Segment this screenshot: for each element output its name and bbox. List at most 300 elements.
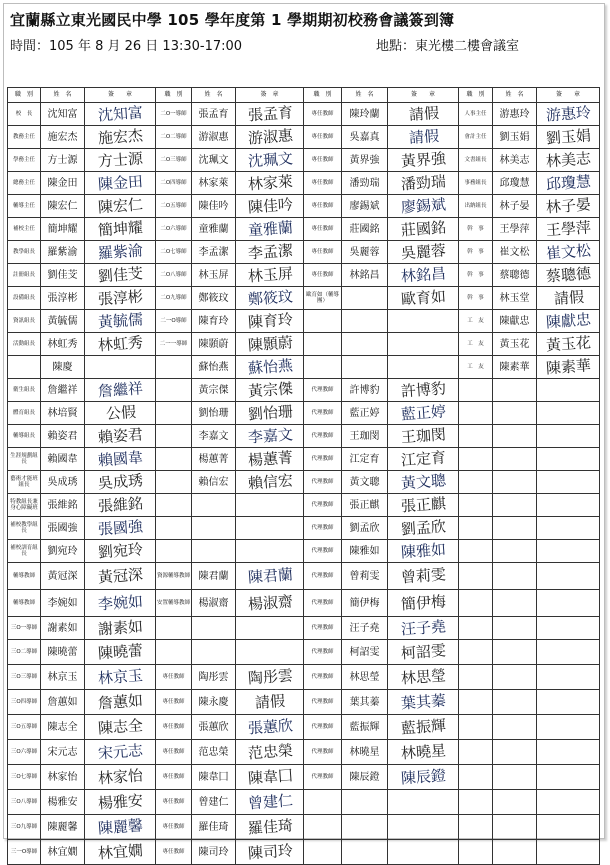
signature-cell	[85, 640, 156, 665]
signature-text: 林宜嫺	[96, 842, 144, 862]
position-cell	[8, 494, 41, 517]
position-text: 二O五導師	[160, 203, 186, 209]
signature-text: 陳曉蕾	[96, 642, 144, 662]
name-cell	[41, 218, 85, 241]
name-cell	[41, 425, 85, 448]
position-cell	[459, 590, 493, 617]
signature-cell	[85, 310, 156, 333]
position-cell	[8, 665, 41, 690]
position-text: 設備組長	[13, 295, 35, 301]
position-cell	[459, 356, 493, 379]
signature-text: 林銘昌	[399, 265, 447, 285]
signature-text: 請假	[406, 105, 439, 124]
position-text: 二O二導師	[160, 134, 186, 140]
position-cell	[304, 448, 342, 471]
name-cell	[192, 241, 236, 264]
position-cell	[8, 287, 41, 310]
signature-cell	[236, 103, 304, 126]
position-cell	[304, 103, 342, 126]
name-cell	[493, 149, 537, 172]
name-cell	[493, 790, 537, 815]
signature-text: 宋元志	[96, 742, 144, 762]
header-cell: 簽 章	[388, 88, 459, 103]
header-cell: 簽 章	[85, 88, 156, 103]
name-cell	[342, 448, 388, 471]
name-text: 張孟育	[199, 109, 229, 120]
position-cell	[459, 172, 493, 195]
position-text: 專任教師	[311, 272, 333, 278]
position-text: 三O五導師	[11, 724, 37, 730]
signature-cell	[85, 264, 156, 287]
position-cell	[459, 815, 493, 840]
name-text: 黃界強	[350, 155, 380, 166]
name-cell	[342, 195, 388, 218]
table-row	[8, 665, 600, 690]
position-text: 二一O導師	[160, 318, 186, 324]
signature-cell	[236, 640, 304, 665]
position-cell	[8, 590, 41, 617]
signature-text: 陳司玲	[245, 842, 293, 862]
position-text: 衛生組長	[13, 387, 35, 393]
signature-text: 林家怡	[96, 767, 144, 787]
name-cell	[342, 590, 388, 617]
signature-cell	[85, 126, 156, 149]
position-cell	[459, 149, 493, 172]
signature-cell	[537, 715, 600, 740]
signature-cell	[236, 264, 304, 287]
position-cell	[304, 640, 342, 665]
position-cell	[8, 815, 41, 840]
signature-cell	[236, 590, 304, 617]
name-cell	[41, 540, 85, 563]
position-cell	[156, 517, 192, 540]
position-cell	[156, 715, 192, 740]
signature-cell	[236, 356, 304, 379]
header-cell: 職 別	[304, 88, 342, 103]
name-cell	[493, 471, 537, 494]
signature-cell	[537, 126, 600, 149]
name-text: 廖錫斌	[350, 201, 380, 212]
position-text: 三O八導師	[11, 799, 37, 805]
name-cell	[493, 126, 537, 149]
name-cell	[493, 815, 537, 840]
name-text: 黃文聰	[350, 477, 380, 488]
position-text: 代理教師	[311, 433, 333, 439]
signature-cell	[236, 740, 304, 765]
attendance-table	[7, 87, 600, 865]
table-row	[8, 172, 600, 195]
signature-cell	[537, 264, 600, 287]
signature-text: 劉怡珊	[245, 403, 293, 423]
table-row	[8, 563, 600, 590]
signature-text: 李婉如	[96, 593, 144, 613]
signature-cell	[537, 195, 600, 218]
name-cell	[192, 310, 236, 333]
position-text: 輔導組長	[13, 433, 35, 439]
signature-text: 林家萊	[245, 173, 293, 193]
name-text: 宋元志	[48, 747, 78, 758]
name-text: 陳志全	[48, 722, 78, 733]
position-text: 人事主任	[464, 111, 486, 117]
name-text: 邱瓊慧	[500, 178, 530, 189]
name-text: 黃冠深	[48, 571, 78, 582]
table-row	[8, 126, 600, 149]
name-cell	[41, 126, 85, 149]
name-text: 林子晏	[500, 201, 530, 212]
name-text: 林京玉	[48, 672, 78, 683]
signature-cell	[388, 517, 459, 540]
signature-text: 范忠榮	[245, 742, 293, 762]
name-cell	[41, 563, 85, 590]
name-cell	[493, 765, 537, 790]
signature-cell	[537, 740, 600, 765]
signature-cell	[388, 715, 459, 740]
name-text: 張國強	[48, 523, 78, 534]
position-text: 代理教師	[311, 573, 333, 579]
position-cell	[459, 640, 493, 665]
position-cell	[8, 356, 41, 379]
name-text: 賴姿君	[48, 431, 78, 442]
position-text: 代理教師	[311, 502, 333, 508]
signature-text: 王學萍	[544, 219, 592, 239]
position-text: 代理教師	[311, 456, 333, 462]
name-text: 劉佳芠	[48, 270, 78, 281]
signature-text: 詹蕙如	[96, 692, 144, 712]
signature-cell	[537, 590, 600, 617]
name-text: 江定育	[350, 454, 380, 465]
name-text: 陳素華	[500, 362, 530, 373]
position-text: 代理教師	[311, 625, 333, 631]
name-cell	[192, 218, 236, 241]
signature-text: 楊淑齋	[245, 593, 293, 613]
position-cell	[156, 333, 192, 356]
signature-cell	[537, 103, 600, 126]
signature-cell	[388, 690, 459, 715]
name-text: 陳宏仁	[48, 201, 78, 212]
signature-cell	[537, 494, 600, 517]
signature-cell	[388, 356, 459, 379]
signature-cell	[236, 287, 304, 310]
name-text: 羅佳琦	[199, 822, 229, 833]
position-cell	[156, 665, 192, 690]
name-cell	[342, 765, 388, 790]
name-cell	[192, 425, 236, 448]
table-row	[8, 640, 600, 665]
position-cell	[304, 241, 342, 264]
position-text: 出納組長	[464, 203, 486, 209]
signature-cell	[85, 471, 156, 494]
name-text: 陳育玲	[199, 316, 229, 327]
name-cell	[342, 333, 388, 356]
position-text: 代理教師	[311, 749, 333, 755]
position-cell	[8, 471, 41, 494]
name-text: 林培賢	[48, 408, 78, 419]
position-cell	[156, 103, 192, 126]
signature-text: 簡伊梅	[399, 593, 447, 613]
name-cell	[192, 665, 236, 690]
signature-cell	[85, 815, 156, 840]
position-text: 二O九導師	[160, 295, 186, 301]
name-text: 林玉屏	[199, 270, 229, 281]
table-row	[8, 356, 600, 379]
signature-text: 張蕙欣	[245, 717, 293, 737]
signature-text: 邱瓊慧	[544, 173, 592, 193]
name-cell	[192, 840, 236, 865]
signature-text: 沈知富	[96, 104, 144, 124]
position-text: 特教組長兼身心障礙班	[10, 499, 38, 511]
name-cell	[493, 425, 537, 448]
signature-text: 李嘉文	[245, 426, 293, 446]
position-text: 專任教師	[162, 799, 184, 805]
position-text: 三O三導師	[11, 674, 37, 680]
position-text: 三O九導師	[11, 824, 37, 830]
signature-cell	[537, 640, 600, 665]
name-text: 吳嘉真	[350, 132, 380, 143]
signature-cell	[236, 815, 304, 840]
signature-cell	[236, 402, 304, 425]
name-text: 藍振輝	[350, 722, 380, 733]
position-text: 代理教師	[311, 479, 333, 485]
signature-text: 陳麗馨	[96, 817, 144, 837]
name-cell	[192, 790, 236, 815]
position-text: 專任教師	[162, 749, 184, 755]
table-row	[8, 590, 600, 617]
signature-cell	[236, 471, 304, 494]
name-cell	[342, 494, 388, 517]
position-text: 代理教師	[311, 724, 333, 730]
table-row	[8, 790, 600, 815]
position-cell	[156, 740, 192, 765]
name-text: 劉玉娟	[500, 132, 530, 143]
position-text: 專任教師	[162, 674, 184, 680]
name-text: 陳玲蘭	[350, 109, 380, 120]
table-row	[8, 402, 600, 425]
position-cell	[304, 172, 342, 195]
signature-cell	[537, 149, 600, 172]
signature-text: 陳顥蔚	[245, 334, 293, 354]
name-cell	[342, 356, 388, 379]
position-text: 幹 事	[467, 249, 484, 255]
name-text: 陳永慶	[199, 697, 229, 708]
position-text: 生涯規劃組長	[10, 453, 38, 465]
name-cell	[493, 563, 537, 590]
position-cell	[304, 126, 342, 149]
signature-cell	[537, 665, 600, 690]
name-cell	[192, 149, 236, 172]
table-row	[8, 840, 600, 865]
name-cell	[41, 287, 85, 310]
signature-text: 吳成琇	[96, 472, 144, 492]
name-text: 楊淑齋	[199, 598, 229, 609]
meeting-place: 地點：東光樓二樓會議室	[376, 35, 519, 54]
name-cell	[342, 402, 388, 425]
position-cell	[304, 765, 342, 790]
name-cell	[342, 379, 388, 402]
name-cell	[41, 310, 85, 333]
position-text: 代理教師	[311, 699, 333, 705]
signature-text: 羅佳琦	[245, 817, 293, 837]
signature-cell	[388, 617, 459, 640]
signature-cell	[537, 765, 600, 790]
signature-cell	[85, 765, 156, 790]
name-cell	[342, 149, 388, 172]
position-cell	[304, 617, 342, 640]
signature-cell	[236, 840, 304, 865]
position-text: 代理教師	[311, 410, 333, 416]
name-text: 王學萍	[500, 224, 530, 235]
signature-cell	[85, 241, 156, 264]
position-cell	[8, 402, 41, 425]
signature-cell	[236, 690, 304, 715]
signature-text: 藍正婷	[399, 403, 447, 423]
name-text: 沈珮文	[199, 155, 229, 166]
position-text: 三O七導師	[11, 774, 37, 780]
signature-cell	[236, 310, 304, 333]
position-cell	[8, 790, 41, 815]
position-cell	[8, 563, 41, 590]
table-row	[8, 264, 600, 287]
name-text: 陳韋囗	[199, 772, 229, 783]
position-text: 三O六導師	[11, 749, 37, 755]
name-cell	[493, 356, 537, 379]
name-cell	[342, 241, 388, 264]
signature-text: 劉佳芠	[96, 265, 144, 285]
name-cell	[342, 425, 388, 448]
signature-text: 蘇怡燕	[245, 357, 293, 377]
signature-text: 羅紫渝	[96, 242, 144, 262]
position-text: 補校訓育組長	[10, 545, 38, 557]
name-text: 楊雅安	[48, 797, 78, 808]
position-text: 專任教師	[162, 824, 184, 830]
name-cell	[41, 241, 85, 264]
signature-cell	[236, 540, 304, 563]
header-cell: 職 別	[459, 88, 493, 103]
signature-text: 游惠玲	[544, 104, 592, 124]
position-cell	[459, 617, 493, 640]
name-text: 游惠玲	[500, 109, 530, 120]
name-cell	[192, 715, 236, 740]
name-text: 林玉堂	[500, 293, 530, 304]
table-row	[8, 815, 600, 840]
name-cell	[493, 740, 537, 765]
position-text: 幹 事	[467, 272, 484, 278]
name-cell	[342, 715, 388, 740]
signature-cell	[388, 840, 459, 865]
name-cell	[41, 471, 85, 494]
position-cell	[8, 540, 41, 563]
name-text: 范忠榮	[199, 747, 229, 758]
name-text: 李嘉文	[199, 431, 229, 442]
name-cell	[41, 379, 85, 402]
name-cell	[342, 840, 388, 865]
position-cell	[156, 765, 192, 790]
signature-text: 賴姿君	[96, 426, 144, 446]
name-text: 劉孟欣	[350, 523, 380, 534]
signature-cell	[85, 665, 156, 690]
position-text: 工 友	[467, 318, 484, 324]
signature-cell	[236, 241, 304, 264]
table-row	[8, 195, 600, 218]
name-cell	[342, 640, 388, 665]
signature-cell	[537, 563, 600, 590]
position-cell	[8, 310, 41, 333]
position-text: 校 長	[16, 111, 33, 117]
name-cell	[192, 617, 236, 640]
position-text: 文書組長	[464, 157, 486, 163]
name-text: 陳金田	[48, 178, 78, 189]
signature-cell	[388, 590, 459, 617]
signature-text: 黃宗傑	[245, 380, 293, 400]
position-cell	[156, 563, 192, 590]
signature-cell	[537, 617, 600, 640]
name-text: 莊國銘	[350, 224, 380, 235]
name-text: 黃毓儒	[48, 316, 78, 327]
position-cell	[156, 540, 192, 563]
position-cell	[459, 103, 493, 126]
name-text: 游淑惠	[199, 132, 229, 143]
position-text: 安置輔導教師	[157, 600, 190, 606]
position-cell	[156, 790, 192, 815]
name-cell	[192, 540, 236, 563]
signature-text: 林子晏	[544, 196, 592, 216]
name-text: 葉其蓁	[350, 697, 380, 708]
position-text: 二O七導師	[160, 249, 186, 255]
position-text: 三O一導師	[11, 625, 37, 631]
signature-cell	[388, 815, 459, 840]
signature-cell	[388, 126, 459, 149]
name-cell	[41, 448, 85, 471]
position-cell	[8, 765, 41, 790]
signature-text: 謝素如	[96, 618, 144, 638]
position-cell	[304, 563, 342, 590]
name-text: 張維銘	[48, 500, 78, 511]
name-text: 陳獻忠	[500, 316, 530, 327]
position-cell	[8, 640, 41, 665]
position-cell	[459, 517, 493, 540]
name-text: 賴信宏	[199, 477, 229, 488]
signature-text: 劉玉娟	[544, 127, 592, 147]
position-cell	[304, 690, 342, 715]
signature-cell	[236, 494, 304, 517]
position-cell	[304, 333, 342, 356]
position-text: 輔導主任	[13, 203, 35, 209]
signature-cell	[236, 126, 304, 149]
position-cell	[8, 241, 41, 264]
signature-text: 劉宛玲	[96, 541, 144, 561]
position-cell	[304, 540, 342, 563]
name-cell	[192, 356, 236, 379]
position-text: 歐育如（輔導團）	[306, 292, 339, 304]
signature-cell	[85, 540, 156, 563]
position-cell	[304, 471, 342, 494]
signature-cell	[537, 471, 600, 494]
name-cell	[342, 172, 388, 195]
position-cell	[156, 264, 192, 287]
name-cell	[41, 815, 85, 840]
signature-text: 藍振輝	[399, 717, 447, 737]
position-cell	[459, 563, 493, 590]
signature-text: 林曉星	[399, 742, 447, 762]
name-cell	[192, 563, 236, 590]
position-cell	[8, 172, 41, 195]
signature-text: 陳育玲	[245, 311, 293, 331]
signature-text: 曾建仁	[245, 792, 293, 812]
header-cell: 姓 名	[342, 88, 388, 103]
signature-cell	[388, 379, 459, 402]
position-text: 代理教師	[311, 674, 333, 680]
signature-cell	[537, 448, 600, 471]
signature-text: 黃毓儒	[96, 311, 144, 331]
